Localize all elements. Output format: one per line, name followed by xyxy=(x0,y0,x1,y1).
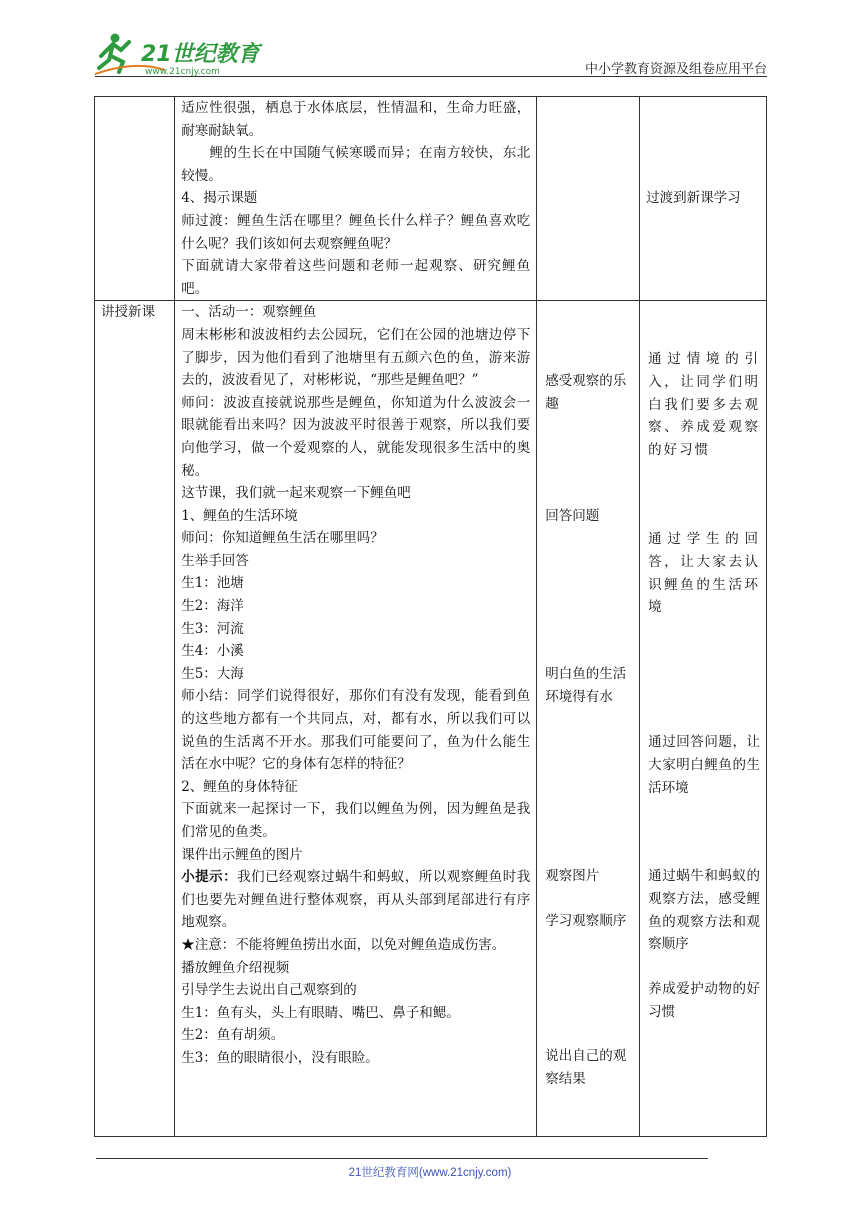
content-paragraph: 鲤的生长在中国随气候寒暖而异；在南方较快，东北较慢。 xyxy=(181,145,531,184)
student-answer: 生4：小溪 xyxy=(181,643,244,660)
content-paragraph: 播放鲤鱼介绍视频 xyxy=(181,959,290,976)
content-paragraph: 下面就来一起探讨一下，我们以鲤鱼为例，因为鲤鱼是我们常见的鱼类。 xyxy=(181,801,531,840)
student-answer: 生3：鱼的眼睛很小，没有眼睑。 xyxy=(181,1049,379,1066)
student-answer: 生1：鱼有头，头上有眼睛、嘴巴、鼻子和鳃。 xyxy=(181,1004,460,1021)
content-cell xyxy=(175,97,537,301)
student-answer: 生5：大海 xyxy=(181,665,244,682)
table-row xyxy=(95,301,767,1137)
logo-text: 21世纪教育 xyxy=(141,42,260,67)
footer-link[interactable]: 21世纪教育网(www.21cnjy.com) xyxy=(348,1167,512,1179)
student-note: 感受观察的乐趣 xyxy=(545,373,627,412)
caution-paragraph: ★注意：不能将鲤鱼捞出水面，以免对鲤鱼造成伤害。 xyxy=(181,936,506,953)
content-paragraph: 师问：你知道鲤鱼生活在哪里吗？ xyxy=(181,530,384,547)
section-heading: 2、鲤鱼的身体特征 xyxy=(181,778,298,795)
student-answer: 生2：鱼有胡须。 xyxy=(181,1027,285,1044)
stage-cell: 讲授新课 xyxy=(95,301,175,1137)
design-intent-cell xyxy=(640,97,767,301)
student-answer: 生2：海洋 xyxy=(181,598,244,615)
content-paragraph: 生举手回答 xyxy=(181,552,249,569)
student-activity-cell xyxy=(537,97,640,301)
intent-note: 通过蜗牛和蚂蚁的观察方法，感受鲤鱼的观察方法和观察顺序 xyxy=(648,868,760,953)
footer-divider xyxy=(96,1158,708,1159)
21cnjy-logo-icon xyxy=(95,30,275,78)
content-paragraph: 下面就请大家带着这些问题和老师一起观察、研究鲤鱼吧。 xyxy=(181,258,531,297)
tip-label: 小提示： xyxy=(181,869,238,886)
tip-text: 我们已经观察过蜗牛和蚂蚁，所以观察鲤鱼时我们也要先对鲤鱼进行整体观察，再从头部到尾部进行有序地观察。 xyxy=(181,869,531,931)
section-heading: 4、揭示课题 xyxy=(181,190,258,207)
design-intent-cell xyxy=(640,301,767,1137)
student-note: 明白鱼的生活环境得有水 xyxy=(545,666,627,705)
content-paragraph: 周末彬彬和波波相约去公园玩，它们在公园的池塘边停下了脚步，因为他们看到了池塘里有五颜六色的鱼，游来游去的，波波看见了，对彬彬说，“那些是鲤鱼吧？” xyxy=(181,326,531,389)
student-answer: 生3：河流 xyxy=(181,620,244,637)
page-header xyxy=(95,30,767,80)
section-heading: 1、鲤鱼的生活环境 xyxy=(181,507,298,524)
header-divider xyxy=(95,76,767,77)
student-note: 回答问题 xyxy=(545,508,600,525)
content-paragraph: 引导学生去说出自己观察到的 xyxy=(181,982,357,999)
content-cell xyxy=(175,301,537,1137)
student-note: 学习观察顺序 xyxy=(545,913,627,930)
platform-title: 中小学教育资源及组卷应用平台 xyxy=(584,62,767,77)
student-note: 说出自己的观察结果 xyxy=(545,1048,627,1087)
intent-note: 过渡到新课学习 xyxy=(646,190,741,207)
content-paragraph: 师过渡：鲤鱼生活在哪里？鲤鱼长什么样子？鲤鱼喜欢吃什么呢？我们该如何去观察鲤鱼呢？ xyxy=(181,212,531,252)
tip-paragraph xyxy=(181,866,530,934)
content-paragraph: 师小结：同学们说得很好，那你们有没有发现，能看到鱼的这些地方都有一个共同点，对，都有水，所以我们可以说鱼的生活离不开水。那我们可能要问了，鱼为什么能生活在水中呢？它的身体有怎样的特征？ xyxy=(181,688,531,773)
lesson-plan-table xyxy=(94,96,767,1137)
logo-url: www.21cnjy.com xyxy=(145,67,220,77)
student-activity-cell xyxy=(537,301,640,1137)
intent-note: 通过学生的回答，让大家去认识鲤鱼的生活环境 xyxy=(648,531,760,616)
student-answer: 生1：池塘 xyxy=(181,575,244,592)
content-paragraph: 课件出示鲤鱼的图片 xyxy=(181,846,303,863)
intent-note: 通过回答问题，让大家明白鲤鱼的生活环境 xyxy=(648,734,760,796)
table-row xyxy=(95,97,767,301)
intent-note: 养成爱护动物的好习惯 xyxy=(648,981,760,1020)
section-heading: 一、活动一：观察鲤鱼 xyxy=(181,304,317,321)
intent-note: 通过情境的引入，让同学们明白我们要多去观察、养成爱观察的好习惯 xyxy=(648,351,760,458)
content-paragraph: 这节课，我们就一起来观察一下鲤鱼吧 xyxy=(181,485,411,502)
content-paragraph: 适应性很强，栖息于水体底层，性情温和，生命力旺盛，耐寒耐缺氧。 xyxy=(181,100,531,139)
content-paragraph: 师问：波波直接就说那些是鲤鱼，你知道为什么波波会一眼就能看出来吗？因为波波平时很善于观察，所以我们要向他学习，做一个爱观察的人，就能发现很多生活中的奥秘。 xyxy=(181,394,531,479)
stage-cell xyxy=(95,97,175,301)
student-note: 观察图片 xyxy=(545,868,600,885)
